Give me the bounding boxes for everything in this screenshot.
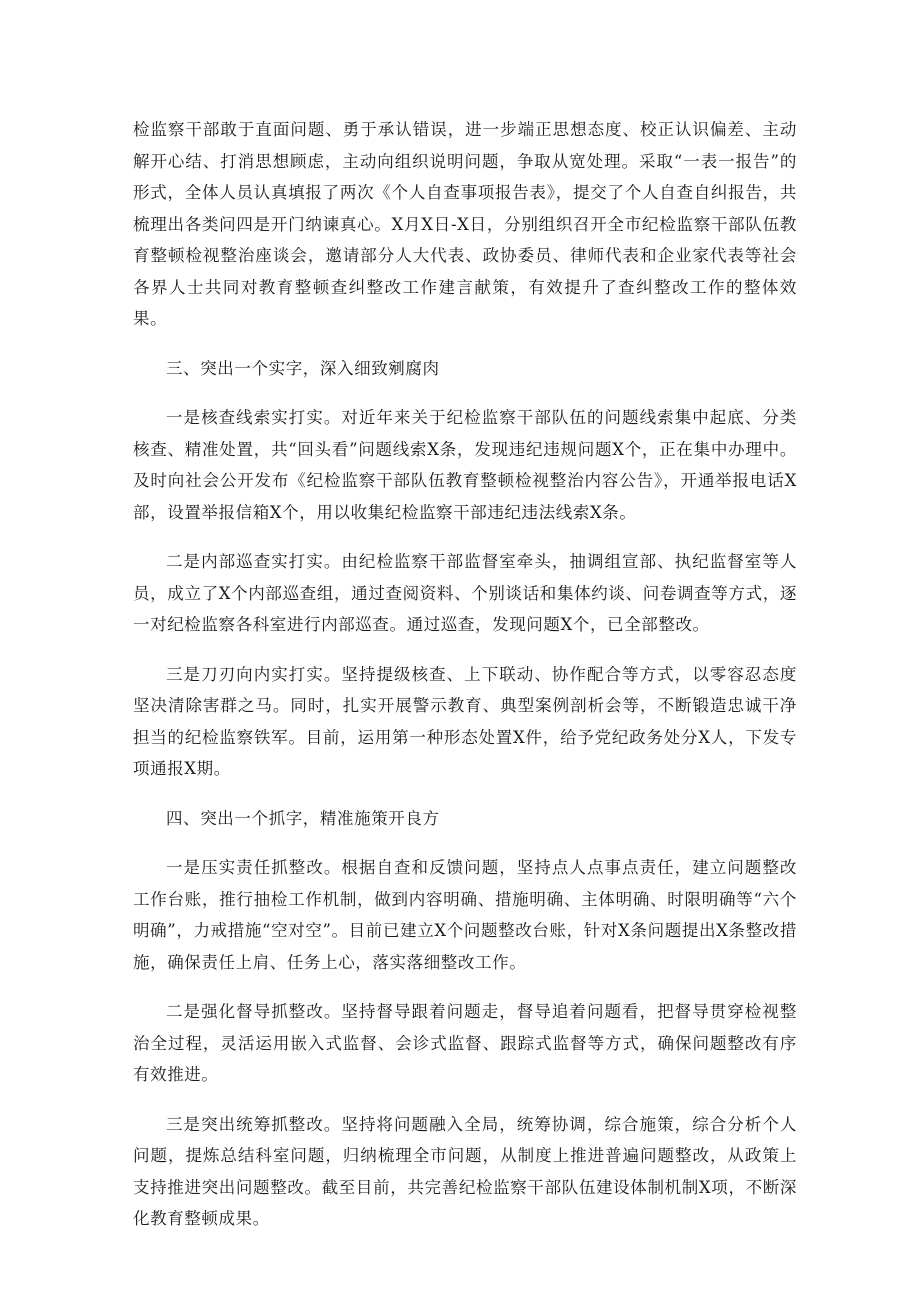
section-heading-3: 三、突出一个实字，深入细致剜腐肉 (166, 358, 440, 378)
paragraph-continuation: 检监察干部敢于直面问题、勇于承认错误，进一步端正思想态度、校正认识偏差、主动解开心结、打消思想顾虑，主动向组织说明问题，争取从宽处理。采取“一表一报告”的形式，全体人员认真填报了两次《个人自查事项报告表》，提交了个人自查自纠报告，共梳理出各类问四是开门纳谏真心。X月X日-X日，分别组织召开全市纪检监察干部队伍教育整顿检视整治座谈会，邀请部分人大代表、政协委员、律师代表和企业家代表等社会各界人士共同对教育整顿查纠整改工作建言献策，有效提升了查纠整改工作的整体效果。 (133, 120, 797, 328)
document-body (133, 114, 797, 1235)
paragraph-supervision: 二是强化督导抓整改。坚持督导跟着问题走，督导追着问题看，把督导贯穿检视整治全过程，灵活运用嵌入式监督、会诊式监督、跟踪式监督等方式，确保问题整改有序有效推进。 (133, 1002, 797, 1084)
paragraph-self-correction: 三是刀刃向内实打实。坚持提级核查、上下联动、协作配合等方式，以零容忍态度坚决清除害群之马。同时，扎实开展警示教育、典型案例剖析会等，不断锻造忠诚干净担当的纪检监察铁军。目前，运用第一种形态处置X件，给予党纪政务处分X人，下发专项通报X期。 (133, 664, 797, 778)
section-heading-4: 四、突出一个抓字，精准施策开良方 (166, 808, 440, 828)
paragraph-coordination: 三是突出统筹抓整改。坚持将问题融入全局，统筹协调，综合施策，综合分析个人问题，提炼总结科室问题，归纳梳理全市问题，从制度上推进普遍问题整改，从政策上支持推进突出问题整改。截至目前，共完善纪检监察干部队伍建设体制机制X项，不断深化教育整顿成果。 (133, 1114, 797, 1228)
paragraph-responsibility: 一是压实责任抓整改。根据自查和反馈问题，坚持点人点事点责任，建立问题整改工作台账，推行抽检工作机制，做到内容明确、措施明确、主体明确、时限明确等“六个明确”，力戒措施“空对空”。目前已建立X个问题整改台账，针对X条问题提出X条整改措施，确保责任上肩、任务上心，落实落细整改工作。 (133, 858, 797, 972)
paragraph-internal-inspection: 二是内部巡查实打实。由纪检监察干部监督室牵头，抽调组宣部、执纪监督室等人员，成立了X个内部巡查组，通过查阅资料、个别谈话和集体约谈、问卷调查等方式，逐一对纪检监察各科室进行内部巡查。通过巡查，发现问题X个，已全部整改。 (133, 552, 797, 634)
paragraph-clue-verification: 一是核查线索实打实。对近年来关于纪检监察干部队伍的问题线索集中起底、分类核查、精准处置，共“回头看”问题线索X条，发现违纪违规问题X个，正在集中办理中。及时向社会公开发布《纪检监察干部队伍教育整顿检视整治内容公告》，开通举报电话X部，设置举报信箱X个，用以收集纪检监察干部违纪违法线索X条。 (133, 408, 797, 522)
